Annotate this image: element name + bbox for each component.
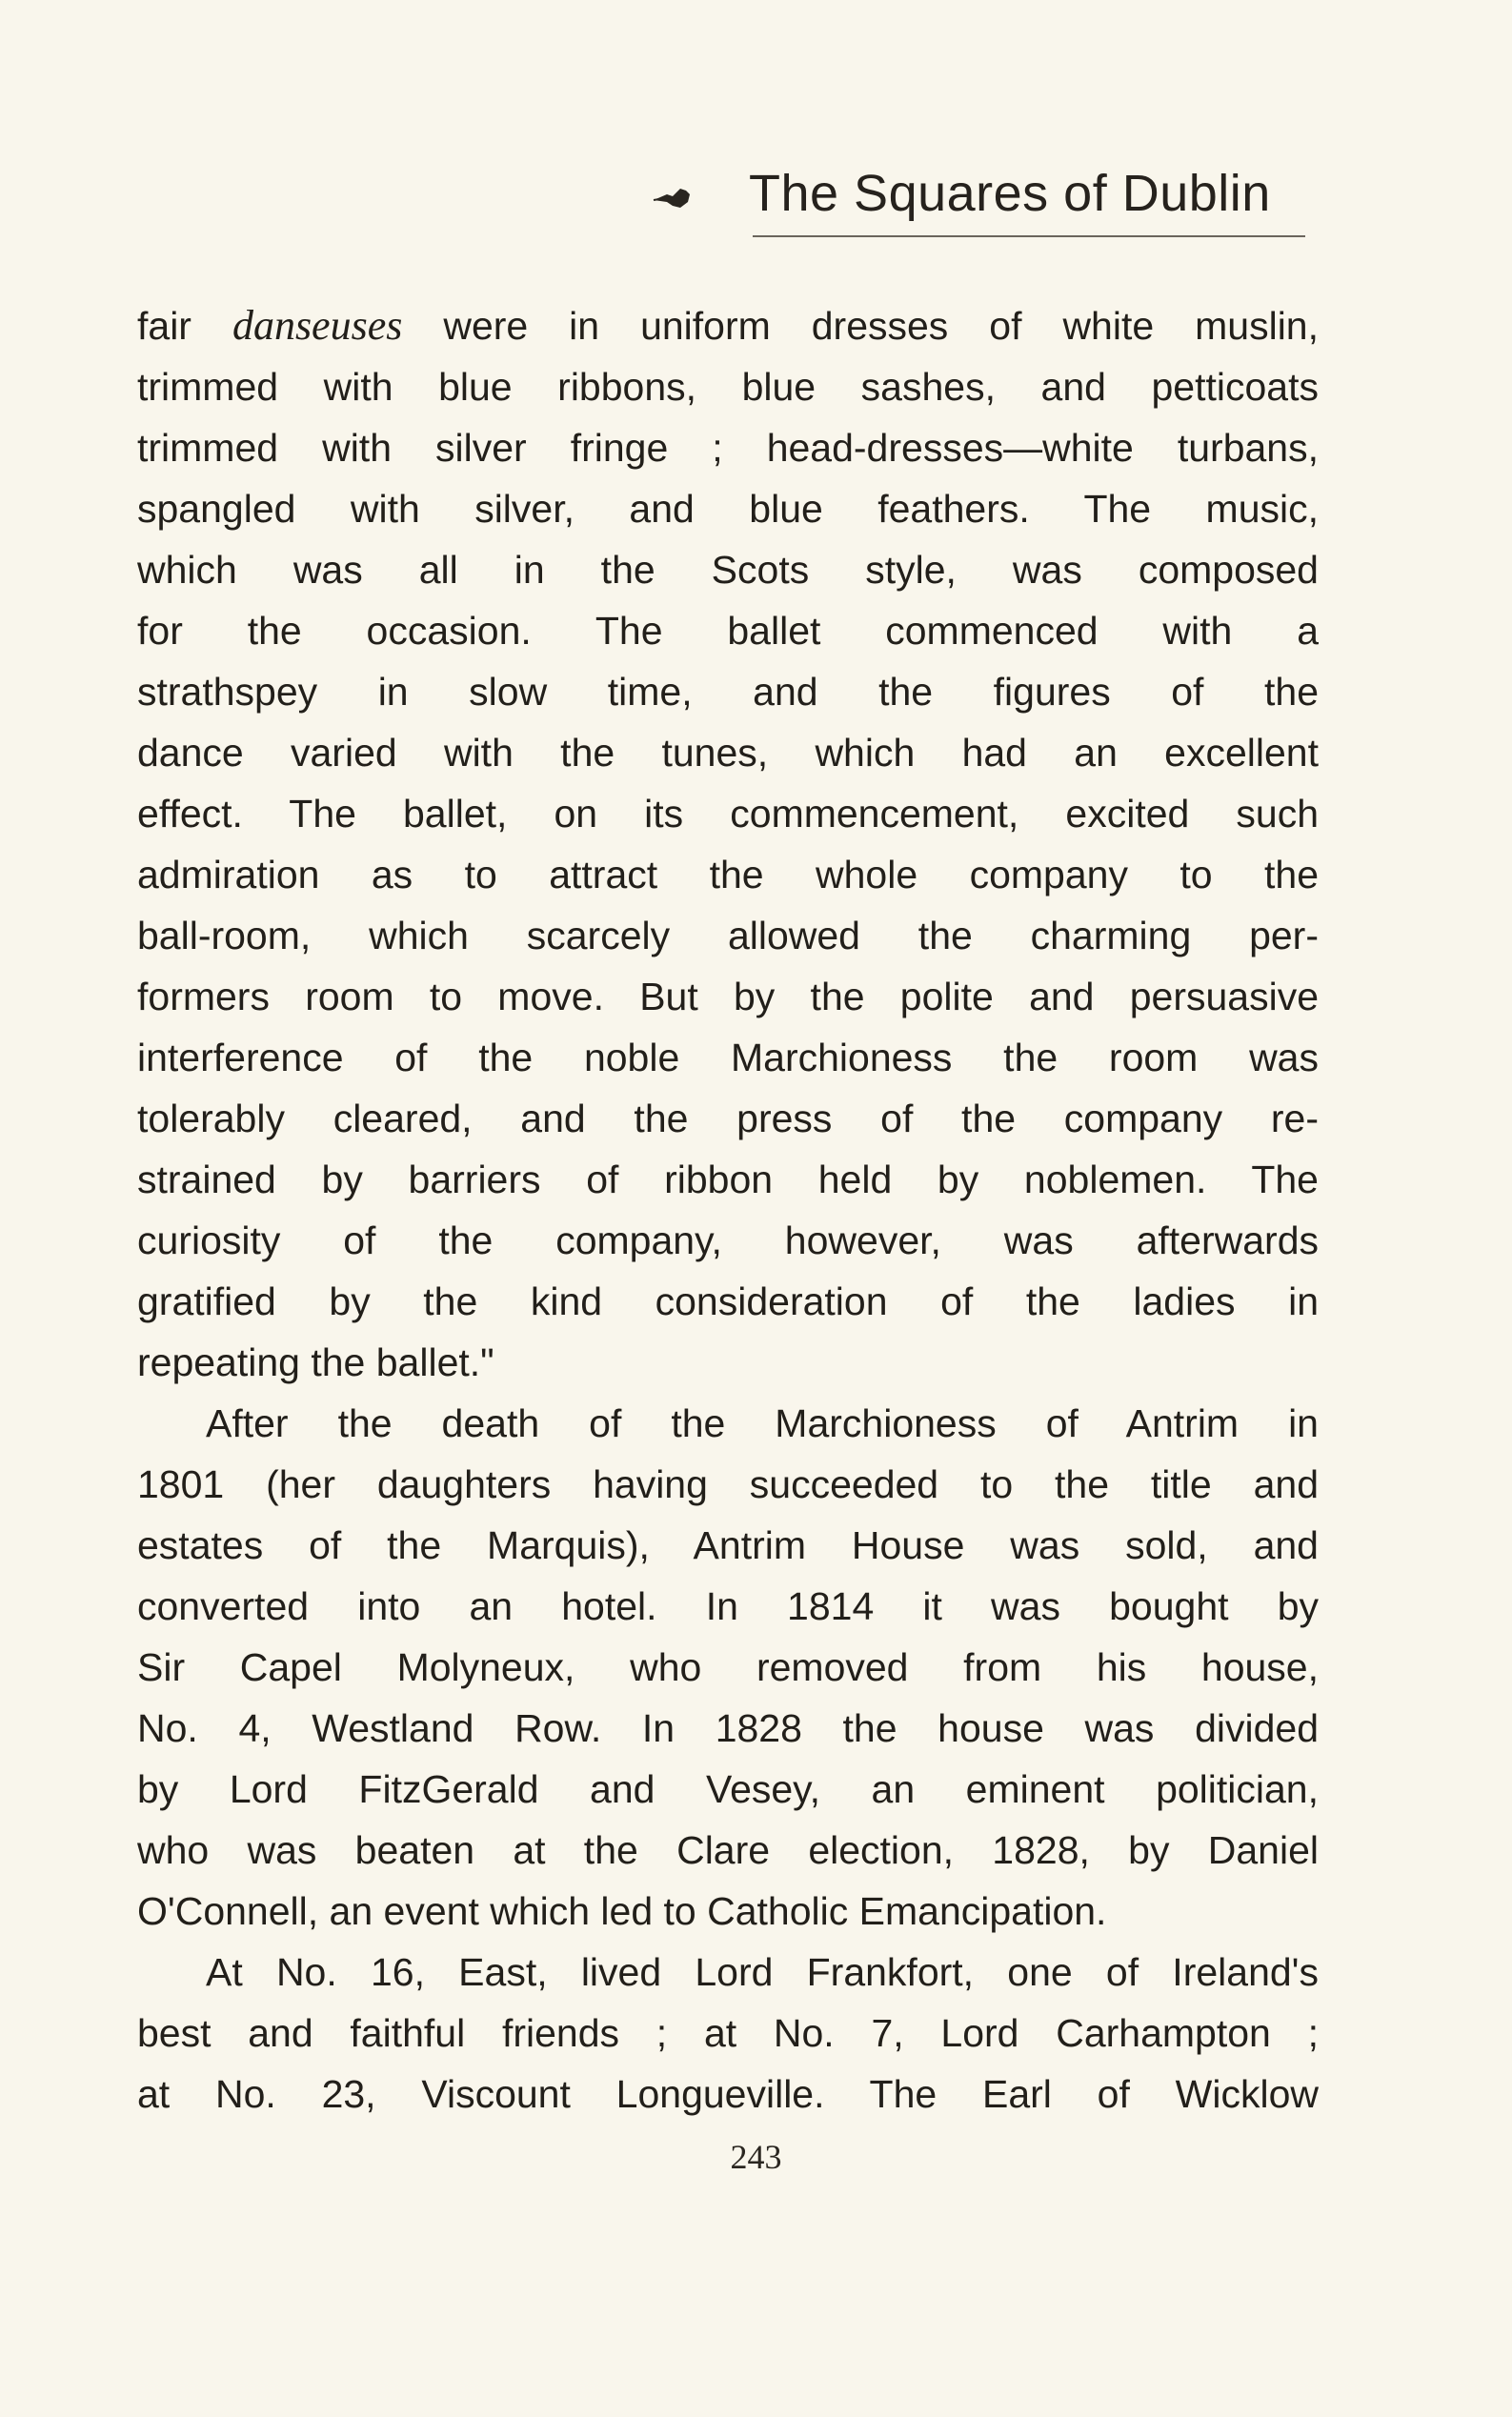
running-head xyxy=(648,162,1320,238)
text-line: dance varied with the tunes, which had an excellent xyxy=(137,731,1319,775)
text-line: curiosity of the company, however, was afterwards xyxy=(137,1219,1319,1262)
text-line: strained by barriers of ribbon held by noblemen. The xyxy=(137,1158,1319,1201)
text-line: Sir Capel Molyneux, who removed from his house, xyxy=(137,1645,1319,1689)
text-line: interference of the noble Marchioness the room was xyxy=(137,1036,1319,1079)
text-line: at No. 23, Viscount Longueville. The Earl of Wicklow xyxy=(137,2072,1319,2116)
running-head-title: The Squares of Dublin xyxy=(749,165,1271,222)
text-line: which was all in the Scots style, was composed xyxy=(137,548,1319,592)
running-head-rule xyxy=(753,235,1305,237)
text-line: tolerably cleared, and the press of the company re- xyxy=(137,1097,1319,1140)
text-line: best and faithful friends ; at No. 7, Lord Carhampton ; xyxy=(137,2011,1319,2055)
italic-word: danseuses xyxy=(232,302,403,349)
text-line: repeating the ballet." xyxy=(137,1340,494,1384)
text-line: At No. 16, East, lived Lord Frankfort, one of Ireland's xyxy=(206,1950,1319,1994)
text-line: ball-room, which scarcely allowed the charming per- xyxy=(137,914,1319,957)
text-line: trimmed with silver fringe ; head-dresses—white turbans, xyxy=(137,426,1319,470)
text-line: for the occasion. The ballet commenced with a xyxy=(137,609,1319,653)
text-line: O'Connell, an event which led to Catholic Emancipation. xyxy=(137,1889,1107,1933)
text-line: After the death of the Marchioness of Antrim in xyxy=(206,1401,1319,1445)
paragraph xyxy=(137,1393,1319,1942)
text-line: effect. The ballet, on its commencement, excited such xyxy=(137,792,1319,836)
page-number: 243 xyxy=(730,2138,782,2176)
text-line: converted into an hotel. In 1814 it was bought by xyxy=(137,1584,1319,1628)
text-line: who was beaten at the Clare election, 1828, by Daniel xyxy=(137,1828,1319,1872)
text-line: by Lord FitzGerald and Vesey, an eminent politician, xyxy=(137,1767,1319,1811)
text-line: gratified by the kind consideration of the ladies in xyxy=(137,1279,1319,1323)
text-line: admiration as to attract the whole company to the xyxy=(137,853,1319,896)
paragraph xyxy=(137,295,1319,1393)
paragraph xyxy=(137,1942,1319,2125)
text-line: spangled with silver, and blue feathers. The music, xyxy=(137,487,1319,531)
body-text xyxy=(137,295,1319,2125)
text-line: formers room to move. But by the polite and persuasive xyxy=(137,975,1319,1018)
pointing-hand-ornament-icon xyxy=(652,183,694,211)
text-line: fair danseuses were in uniform dresses of white muslin, xyxy=(137,302,1319,349)
text-line: No. 4, Westland Row. In 1828 the house was divided xyxy=(137,1706,1319,1750)
text-line: trimmed with blue ribbons, blue sashes, and petticoats xyxy=(137,365,1319,409)
text-line: 1801 (her daughters having succeeded to the title and xyxy=(137,1462,1319,1506)
text-line: estates of the Marquis), Antrim House was sold, and xyxy=(137,1523,1319,1567)
text-line: strathspey in slow time, and the figures of the xyxy=(137,670,1319,714)
